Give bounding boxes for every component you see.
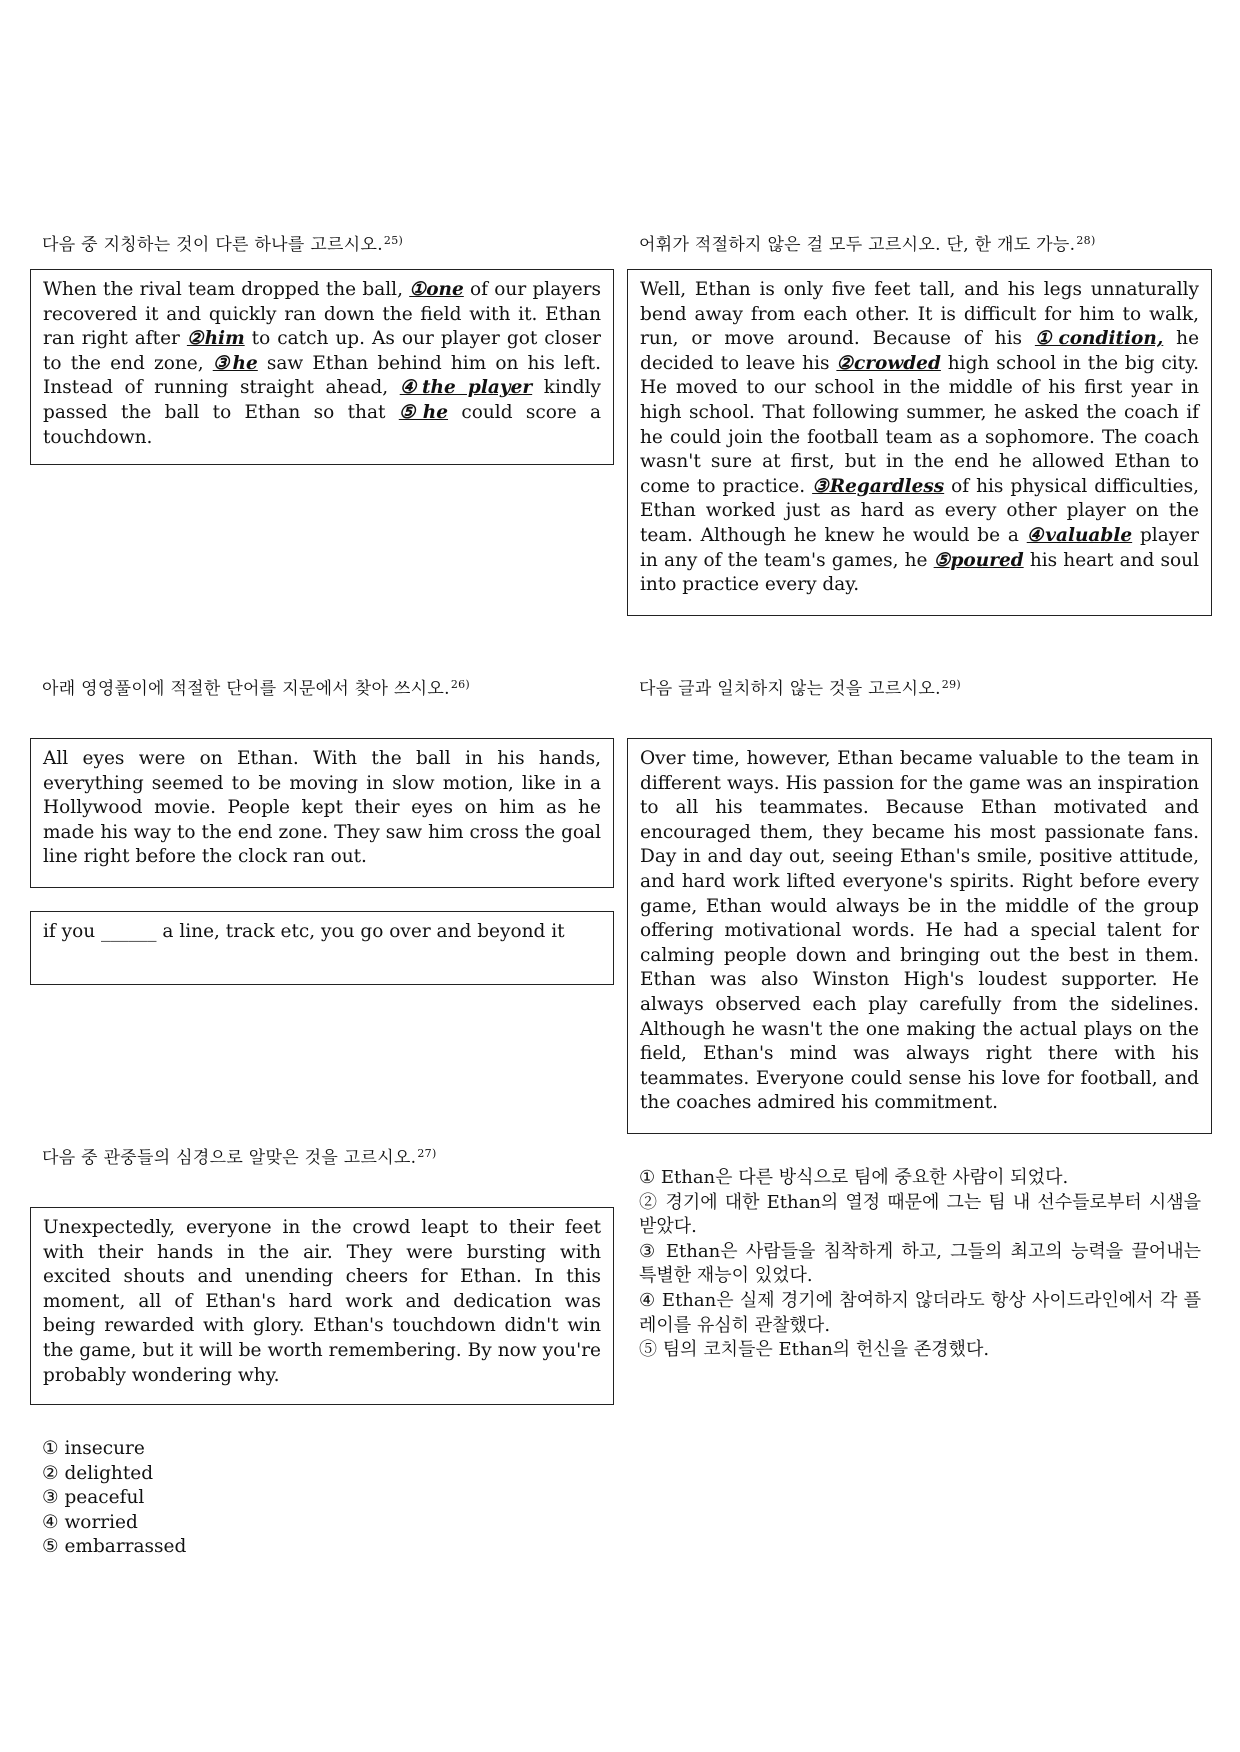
q29-option: ② 경기에 대한 Ethan의 열정 때문에 그는 팀 내 선수들로부터 시샘을 받았다. (639, 1191, 1201, 1238)
passage-text: he decided to leave his (640, 328, 1200, 374)
q29-options (639, 1166, 1201, 1363)
q29-passage: Over time, however, Ethan became valuable to the team in different ways. His passion for the game was an inspiration to all his teammates. Because Ethan motivated and encouraged them, they became his most passionate fans. Day in and day out, seeing Ethan's smile, positive attitude, and hard work lifted everyone's spirits. Right before every game, Ethan would always be in the middle of the group offering motivational words. He had a special talent for calming people down and bringing out the best in them. Ethan was also Winston High's loudest supporter. He always observed each play carefully from the sidelines. Although he wasn't the one making the actual plays on the field, Ethan's mind was always right there with his teammates. Everyone could sense his love for football, and the coaches admired his commitment. (627, 738, 1212, 1134)
choice-marker: ②crowded (836, 352, 941, 374)
q29-option: ④ Ethan은 실제 경기에 참여하지 않더라도 항상 사이드라인에서 각 플레이를 유심히 관찰했다. (639, 1289, 1201, 1336)
choice-marker: ①condition, (1034, 328, 1164, 350)
q27-passage: Unexpectedly, everyone in the crowd leapt to their feet with their hands in the air. They were bursting with excited shouts and unending cheers for Ethan. In this moment, all of Ethan's hard work and dedication was being rewarded with glory. Ethan's touchdown didn't win the game, but it will be worth remembering. By now you're probably wondering why. (30, 1207, 614, 1405)
choice-marker: ④valuable (1026, 524, 1133, 546)
choice-marker: ②him (186, 328, 245, 350)
q28-passage (627, 269, 1212, 616)
choice-marker: ③Regardless (812, 475, 945, 497)
q29-option: ③ Ethan은 사람들을 침착하게 하고, 그들의 최고의 능력을 끌어내는 특별한 재능이 있었다. (639, 1240, 1201, 1287)
passage-text: his heart and soul into practice every day. (640, 549, 1199, 596)
q26-passage: All eyes were on Ethan. With the ball in his hands, everything seemed to be moving in slow motion, like in a Hollywood movie. People kept their eyes on him as he made his way to the end zone. They saw him cross the goal line right before the clock ran out. (30, 738, 614, 888)
q29-option: ⑤ 팀의 코치들은 Ethan의 헌신을 존경했다. (639, 1339, 990, 1361)
passage-text: saw Ethan behind him on his left. Instead of running straight ahead, (43, 352, 601, 399)
passage-text: Well, Ethan is only five feet tall, and his legs unnaturally bend away from each other. It is difficult for him to walk, run, or move around. Because of his (640, 279, 1199, 350)
q26-definition: if you ______ a line, track etc, you go over and beyond it (30, 911, 614, 985)
choice-marker: ③he (212, 352, 258, 374)
q28-header: 어휘가 적절하지 않은 걸 모두 고르시오. 단, 한 개도 가능.$^{28)}$ (639, 234, 1096, 255)
q27-option: ① insecure (42, 1438, 145, 1459)
q29-option: ① Ethan은 다른 방식으로 팀에 중요한 사람이 되었다. (639, 1167, 1069, 1188)
passage-text: player in any of the team's games, he (640, 524, 1199, 571)
q27-option: ⑤ embarrassed (42, 1536, 187, 1558)
choice-marker: ⑤he (398, 401, 449, 423)
q26-header: 아래 영영풀이에 적절한 단어를 지문에서 찾아 쓰시오.$^{26)}$ (42, 678, 471, 699)
passage-text: of our players recovered it and quickly ran down the field with it. Ethan ran right after (43, 279, 601, 350)
q27-options (42, 1437, 186, 1560)
passage-text: When the rival team dropped the ball, (43, 279, 410, 300)
passage-text: kindly passed the ball to Ethan so that (43, 377, 601, 423)
choice-marker: ⑤poured (933, 549, 1024, 571)
passage-text: could score a touchdown. (43, 401, 601, 448)
q29-header: 다음 글과 일치하지 않는 것을 고르시오.$^{29)}$ (639, 678, 961, 699)
q27-option: ③ peaceful (42, 1487, 145, 1509)
passage-text: high school in the big city. He moved to our school in the middle of his first year in high school. That following summer, he asked the coach if he could join the football team as a sophomore. The coach wasn't sure at first, but in the end he allowed Ethan to come to practice. (640, 352, 1199, 497)
choice-marker: ④the player (399, 377, 533, 399)
q27-option: ④ worried (42, 1511, 138, 1533)
q27-header: 다음 중 관중들의 심경으로 알맞은 것을 고르시오.$^{27)}$ (42, 1147, 437, 1168)
passage-text: of his physical difficulties, Ethan worked just as hard as every other player on the team. Although he knew he would be a (640, 475, 1199, 546)
choice-marker: ①one (409, 279, 464, 300)
q27-option: ② delighted (42, 1462, 154, 1484)
q25-passage (30, 269, 614, 465)
passage-text: to catch up. As our player got closer to the end zone, (43, 328, 601, 374)
q25-header: 다음 중 지칭하는 것이 다른 하나를 고르시오.$^{25)}$ (42, 234, 404, 255)
